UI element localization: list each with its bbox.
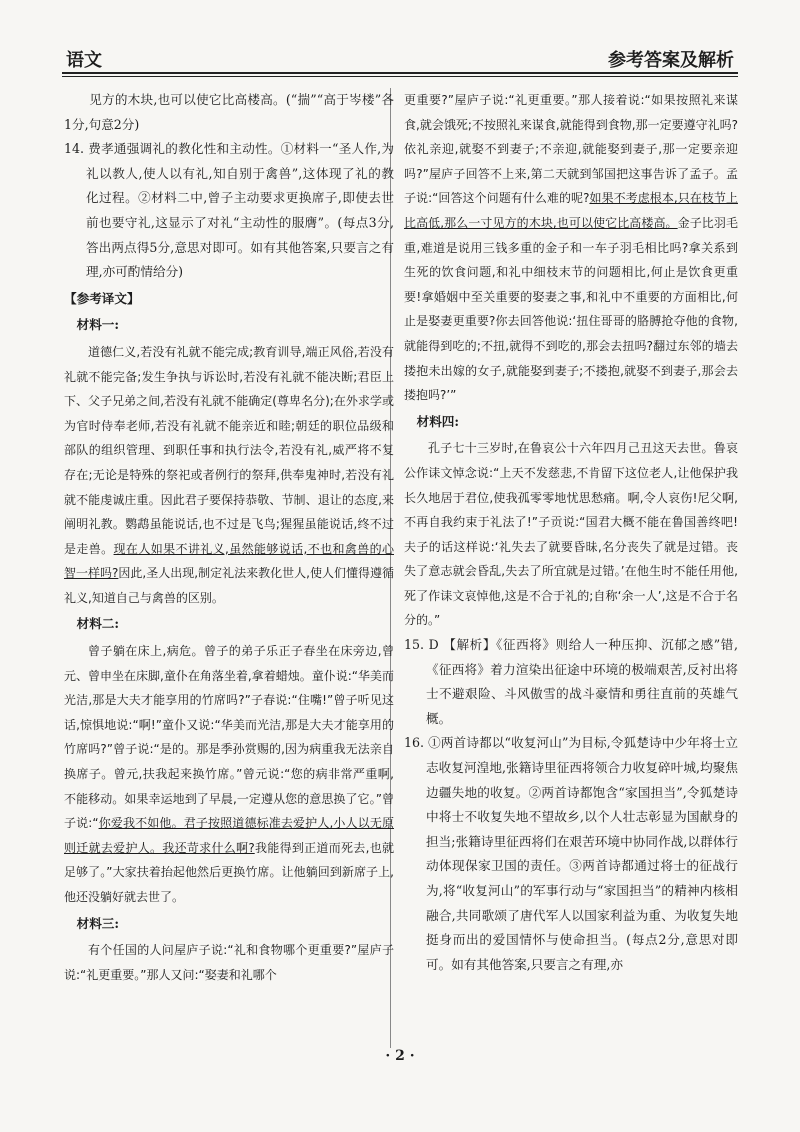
reference-translation-title: 【参考译文】 — [64, 290, 140, 306]
header-rule — [62, 76, 738, 77]
material-3-text-b: 更重要?”屋庐子说:“礼更重要。”那人接着说:“如果按照礼来谋食,就会饿死;不按照礼来谋食,就能得到食物,那一定要遵守礼吗?依礼亲迎,就娶不到妻子;不亲迎,就能娶到妻子,那一定要亲迎吗?”屋庐子回答不上来,第二天就到邹国把这事告诉了孟子。孟子说:“回答这个问题有什么难的呢? — [404, 93, 738, 206]
material-3-underlined: 如果不考虑根本,只在枝节上比高低,那么一寸见方的木块,也可以使它比高楼高。 — [404, 191, 738, 230]
material-1-underlined: 现在人如果不讲礼义,虽然能够说话,不也和禽兽的心智一样吗? — [64, 541, 394, 581]
material-1-text-a: 道德仁义,若没有礼就不能完成;教育训导,端正风俗,若没有礼就不能完备;发生争执与诉讼时,若没有礼就不能决断;君臣上下、父子兄弟之间,若没有礼就不能确定(尊卑名分);在外求学或为官时侍奉老师,若没有礼就不能亲近和睦;朝廷的职位品级和部队的组织管理、到职任事和执行法令,若没有礼,威严将不复存在;无论是特殊的祭祀或者例行的祭拜,供奉鬼神时,若没有礼就不能虔诚庄重。因此君子要保持恭敬、节制、退让的态度,来阐明礼教。鹦鹉虽能说话,也不过是飞鸟;猩猩虽能说话,终不过是走兽。 — [64, 344, 394, 556]
left-column — [64, 88, 394, 987]
material-2-title: 材料二: — [76, 616, 120, 632]
material-2-text-a: 曾子躺在床上,病危。曾子的弟子乐正子春坐在床旁边,曾元、曾申坐在床脚,童仆在角落坐着,拿着蜡烛。童仆说:“华美而光洁,那是大夫才能享用的竹席吗?”子春说:“住嘴!”曾子听见这话,惊惧地说:“啊!”童仆又说:“华美而光洁,那是大夫才能享用的竹席吗?”曾子说:“是的。那是季孙赏赐的,因为病重我无法亲自换席子。曾元,扶我起来换竹席。”曾元说:“您的病非常严重啊,不能移动。如果幸运地到了早晨,一定遵从您的意思换了它。”曾子说:“ — [64, 644, 394, 831]
material-1-text-b: 因此,圣人出现,制定礼法来教化世人,使人们懂得遵循礼义,知道自己与禽兽的区别。 — [64, 566, 394, 605]
material-2-underlined: 你爱我不如他。君子按照道德标准去爱护人,小人以无原则迁就去爱护人。我还苛求什么啊? — [64, 816, 394, 855]
material-2-text-b: 我能得到正道而死去,也就足够了。”大家扶着抬起他然后更换竹席。让他躺回到新席子上,他还没躺好就去世了。 — [64, 840, 394, 904]
q14-answer: 14. 费孝通强调礼的教化性和主动性。①材料一“圣人作,为礼以教人,使人以有礼,知自别于禽兽”,这体现了礼的教化过程。②材料二中,曾子主动要求更换席子,即使去世前也要守礼,这显示了对礼“主动性的服膺”。(每点3分,答出两点得5分,意思对即可。如有其他答案,只要言之有理,亦可酌情给分) — [64, 141, 394, 280]
material-4-translation: 孔子七十三岁时,在鲁哀公十六年四月己丑这天去世。鲁哀公作诔文悼念说:“上天不发慈悲,不肯留下这位老人,让他保护我长久地居于君位,使我孤零零地忧思愁痛。啊,令人哀伤!尼父啊,不再自我约束于礼法了!”子贡说:“国君大概不能在鲁国善终吧!夫子的话这样说:‘礼失去了就要昏昧,名分丧失了就是过错。丧失了意志就会昏乱,失去了所宜就是过错。’在他生时不能任用他,死了作诔文哀悼他,这是不合于礼的;自称‘余一人’,这是不合于名分的。” — [404, 441, 738, 628]
subject-label: 语文 — [66, 50, 102, 71]
answer-key-title: 参考答案及解析 — [608, 50, 734, 71]
page-header — [62, 42, 738, 74]
right-column — [404, 88, 738, 977]
q16-answer: 16. ①两首诗都以“收复河山”为目标,令狐楚诗中少年将士立志收复河湟地,张籍诗里征西将领合力收复碎叶城,均聚焦边疆失地的收复。②两首诗都饱含“家国担当”,令狐楚诗中将士不收复失地不望故乡,以个人壮志彰显为国献身的担当;张籍诗里征西将们在艰苦环境中协同作战,以群体行动体现保家卫国的责任。③两首诗都通过将士的征战行为,将“收复河山”的军事行动与“家国担当”的精神内核相融合,共同歌颂了唐代军人以国家利益为重、为收复失地挺身而出的爱国情怀与使命担当。(每点2分,意思对即可。如有其他答案,只要言之有理,亦 — [404, 735, 738, 972]
q13-answer-tail: 见方的木块,也可以使它比高楼高。(“揣”“高于岑楼”各1分,句意2分) — [64, 92, 394, 132]
material-3-translation-cont — [404, 88, 738, 408]
material-4-title: 材料四: — [416, 413, 460, 429]
material-1-title: 材料一: — [76, 317, 120, 333]
material-3-translation-start: 有个任国的人问屋庐子说:“礼和食物哪个更重要?”屋庐子说:“礼更重要。”那人又问:“娶妻和礼哪个 — [64, 943, 394, 982]
page-number: · 2 · — [385, 1048, 415, 1064]
material-3-text-c: 金子比羽毛重,难道是说用三钱多重的金子和一车子羽毛相比吗?拿关系到生死的饮食问题,和礼中细枝末节的问题相比,何止是饮食更重要!拿婚姻中至关重要的娶妻之事,和礼中不重要的方面相比,何止是娶妻更重要?你去回答他说:‘扭住哥哥的胳膊抢夺他的食物,就能得到吃的;不扭,就得不到吃的,那会去扭吗?翻过东邻的墙去搂抱未出嫁的女子,就能娶到妻子;不搂抱,就娶不到妻子,那会去搂抱吗?’” — [404, 215, 738, 403]
q15-answer: 15. D 【解析】《征西将》则给人一种压抑、沉郁之感”错,《征西将》着力渲染出征途中环境的极端艰苦,反衬出将士不避艰险、斗风傲雪的战斗豪情和勇往直前的英雄气概。 — [404, 637, 738, 726]
material-1-translation — [64, 340, 394, 611]
material-3-title: 材料三: — [76, 915, 120, 931]
material-2-translation — [64, 639, 394, 910]
